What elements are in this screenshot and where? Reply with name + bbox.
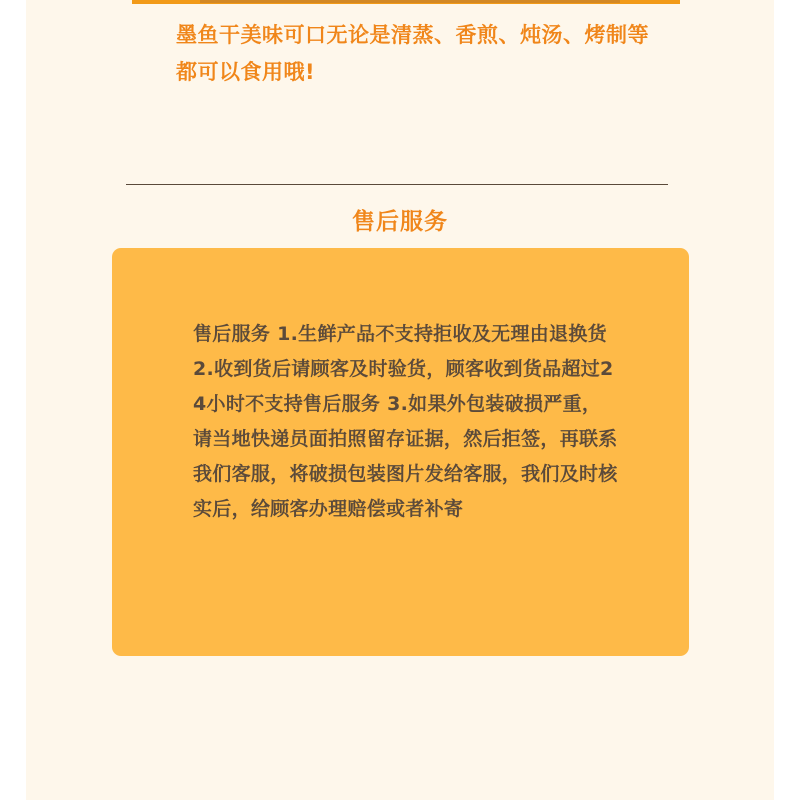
after-sales-box [112, 248, 689, 656]
section-divider [126, 184, 668, 185]
intro-text: 墨鱼干美味可口无论是清蒸、香煎、炖汤、烤制等都可以食用哦! [176, 23, 649, 84]
after-sales-body: 售后服务 1.生鲜产品不支持拒收及无理由退换货 2.收到货后请顾客及时验货，顾客收到货品超过24小时不支持售后服务 3.如果外包装破损严重，请当地快递员面拍照留存证据，然后拒签，再联系我们客服，将破损包装图片发给客服，我们及时核实后，给顾客办理赔偿或者补寄 [193, 323, 618, 520]
after-sales-title: 售后服务 [352, 209, 448, 235]
top-banner-edge [200, 0, 620, 3]
